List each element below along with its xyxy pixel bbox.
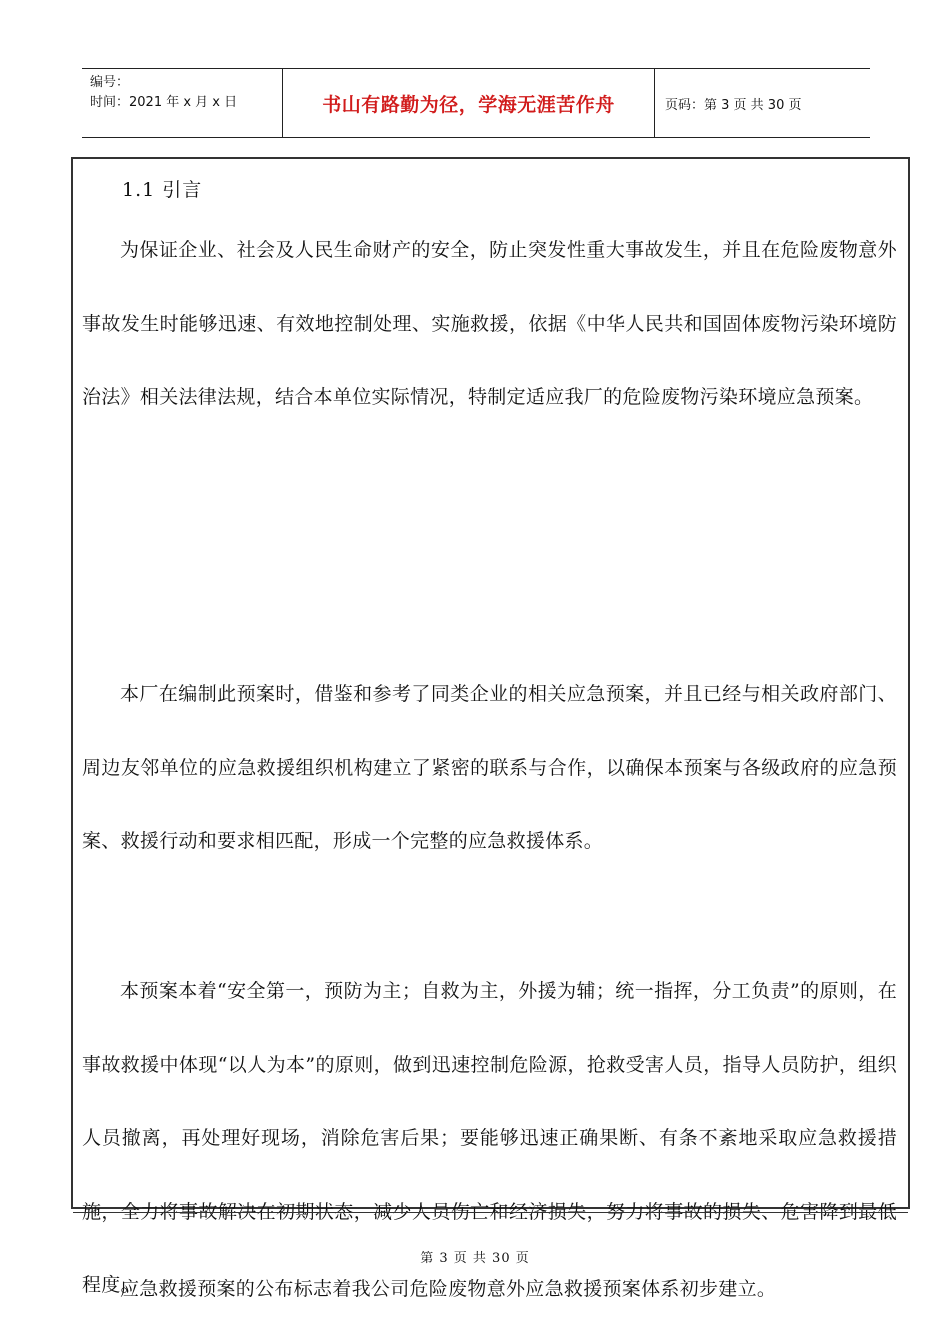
header-meta bbox=[82, 69, 283, 137]
header-page-info: 页码：第 3 页 共 30 页 bbox=[665, 97, 802, 113]
paragraph: 应急救援预案的公布标志着我公司危险废物意外应急救援预案体系初步建立。 bbox=[120, 1278, 777, 1300]
paragraph: 为保证企业、社会及人民生命财产的安全，防止突发性重大事故发生，并且在危险废物意外事故发生时能够迅速、有效地控制处理、实施救援，依据《中华人民共和国固体废物污染环境防治法》相关法律法规，结合本单位实际情况，特制定适应我厂的危险废物污染环境应急预案。 bbox=[82, 239, 897, 408]
paragraph: 本预案本着“安全第一，预防为主；自救为主，外援为辅；统一指挥，分工负责”的原则，在事故救援中体现“以人为本”的原则，做到迅速控制危险源，抢救受害人员，指导人员防护，组织人员撤离，再处理好现场，消除危害后果；要能够迅速正确果断、有条不紊地采取应急救援措施，全力将事故解决在初期状态，减少人员伤亡和经济损失，努力将事故的损失、危害降到最低程度。 bbox=[82, 980, 897, 1296]
document-number-label: 编号： bbox=[90, 75, 130, 90]
paragraph: 本厂在编制此预案时，借鉴和参考了同类企业的相关应急预案，并且已经与相关政府部门、周边友邻单位的应急救援组织机构建立了紧密的联系与合作，以确保本预案与各级政府的应急预案、救援行动和要求相匹配，形成一个完整的应急救援体系。 bbox=[82, 683, 897, 852]
header-motto: 书山有路勤为径，学海无涯苦作舟 bbox=[283, 69, 655, 137]
document-time-label: 时间：2021 年 x 月 x 日 bbox=[90, 95, 238, 110]
section-heading: 1.1 引言 bbox=[122, 179, 203, 201]
page-footer: 第 3 页 共 30 页 bbox=[420, 1251, 530, 1266]
page-header bbox=[82, 68, 870, 138]
